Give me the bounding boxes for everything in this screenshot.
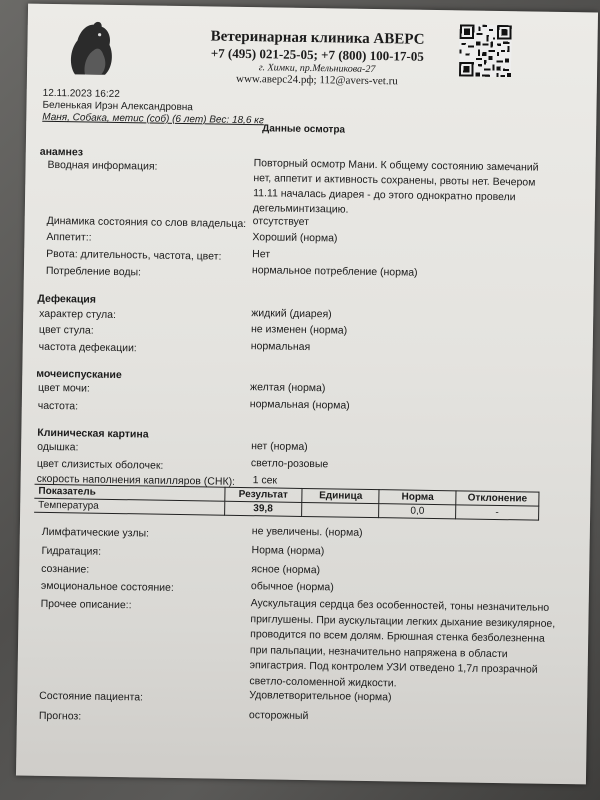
prognosis-label: Прогноз: (38, 709, 82, 723)
clinic-phones: +7 (495) 021-25-05; +7 (800) 100-17-05 (210, 45, 424, 64)
dynamics-label: Динамика состояния со слов владельца: (46, 214, 247, 231)
mucosa-color-label: цвет слизистых оболочек: (36, 457, 164, 472)
cell-result: 39,8 (224, 501, 302, 516)
other-description-label: Прочее описание:: (40, 597, 132, 612)
water-value: нормальное потребление (норма) (251, 264, 418, 279)
lymph-nodes-value: не увеличены. (норма) (251, 525, 363, 539)
defecation-frequency-value: нормальная (250, 340, 311, 354)
water-label: Потребление воды: (45, 264, 142, 279)
intro-value: Повторный осмотр Мани. К общему состоянию замечаний нет, аппетит и активность сохранены, рвоты нет. Вечером 11.11 началась диарея - до этого однократно провели дегельминтизацию. (252, 157, 539, 216)
column-header-unit: Единица (302, 488, 379, 503)
clinic-address: г. Химки, пр.Мельникова-27 (258, 62, 376, 76)
appetite-value: Хороший (норма) (252, 231, 338, 245)
vomit-value: Нет (252, 248, 271, 261)
stool-character-label: характер стула: (39, 307, 117, 321)
urination-frequency-value: нормальная (норма) (249, 398, 350, 412)
section-anamnesis: анамнез (39, 145, 84, 159)
owner-name: Беленькая Ирэн Александровна (42, 99, 193, 114)
section-clinical-picture: Клиническая картина (37, 426, 149, 441)
column-header-indicator: Показатель (34, 484, 224, 501)
vomit-label: Рвота: длительность, частота, цвет: (46, 247, 222, 263)
urination-frequency-label: частота: (37, 399, 79, 413)
cell-norm: 0,0 (379, 504, 456, 519)
dyspnea-label: одышка: (37, 440, 79, 454)
urine-color-label: цвет мочи: (37, 381, 90, 395)
medical-document-page (16, 4, 598, 785)
patient-state-value: Удовлетворительное (норма) (249, 689, 392, 704)
clinic-name: Ветеринарная клиника АВЕРС (210, 28, 425, 48)
section-defecation: Дефекация (37, 292, 97, 306)
emotional-state-label: эмоциональное состояние: (40, 579, 174, 594)
document-title: Данные осмотра (262, 123, 346, 136)
clinic-header (167, 28, 468, 89)
section-urination: мочеиспускание (36, 367, 122, 382)
dynamics-value: отсутствует (252, 215, 310, 229)
intro-label: Вводная информация: (47, 158, 158, 173)
mucosa-color-value: светло-розовые (250, 457, 329, 471)
hydration-label: Гидратация: (41, 544, 102, 558)
cell-indicator: Температура (34, 498, 224, 515)
emotional-state-value: обычное (норма) (250, 580, 334, 594)
visit-datetime: 12.11.2023 16:22 (42, 87, 120, 101)
cell-unit (302, 502, 379, 517)
capillary-refill-label: скорость наполнения капилляров (СНК): (36, 472, 236, 488)
lab-results-table (34, 484, 539, 521)
column-header-norm: Норма (379, 490, 456, 505)
patient-state-label: Состояние пациента: (39, 689, 144, 704)
stool-color-value: не изменен (норма) (250, 323, 348, 337)
capillary-refill-value: 1 сек (252, 474, 278, 487)
appetite-label: Аппетит:: (46, 230, 92, 244)
stool-color-label: цвет стула: (38, 323, 94, 337)
other-description-value: Аускультация сердца без особенностей, тоны незначительно приглушены. При аускультации легких дыхание везикулярное, проводится по всем долям. Брюшная стенка безболезненна при пальпации, незначительно напряжена в области эпигастрия. Под контролем УЗИ отведено 1,7л прозрачной светло-соломенной жидкости. (249, 597, 556, 689)
clinic-logo-dog-cat (61, 16, 122, 79)
qr-code (459, 24, 512, 77)
urine-color-value: желтая (норма) (250, 381, 326, 395)
defecation-frequency-label: частота дефекации: (38, 340, 137, 355)
dyspnea-value: нет (норма) (251, 440, 308, 454)
lymph-nodes-label: Лимфатические узлы: (41, 525, 150, 540)
clinic-website: www.аверс24.рф; 112@avers-vet.ru (235, 72, 398, 88)
hydration-value: Норма (норма) (251, 544, 325, 558)
column-header-deviation: Отклонение (456, 491, 539, 506)
patient-info: Маня, Собака, метис (соб) (6 лет) Вес: 18,6 кг (42, 111, 264, 127)
column-header-result: Результат (224, 487, 302, 502)
cell-deviation: - (456, 505, 539, 520)
stool-character-value: жидкий (диарея) (251, 307, 332, 321)
consciousness-label: сознание: (41, 562, 90, 576)
consciousness-value: ясное (норма) (251, 563, 321, 577)
prognosis-value: осторожный (248, 709, 309, 723)
